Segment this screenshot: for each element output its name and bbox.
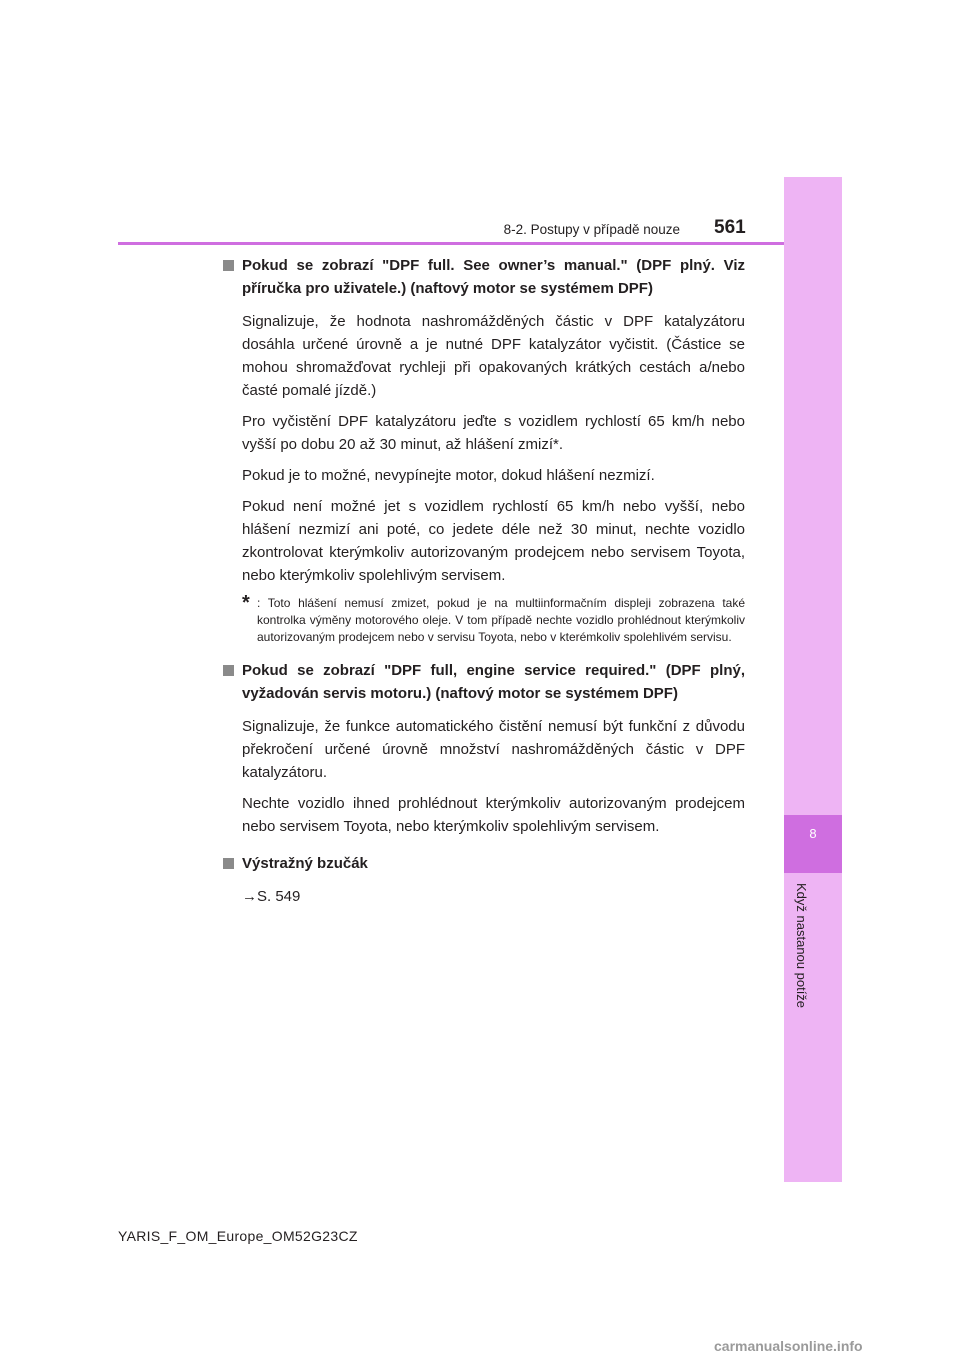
section-heading: [223, 659, 745, 705]
square-bullet-icon: [223, 260, 234, 271]
chapter-tab: [784, 815, 842, 873]
footnote: [242, 592, 745, 646]
section-heading: [223, 852, 745, 875]
paragraph: Pokud není možné jet s vozidlem rychlostí 65 km/h nebo vyšší, nebo hlášení nezmizí ani poté, co jedete déle než 30 minut, nechte vozidlo zkontrolovat kterýmkoliv autorizovaným prodejcem nebo servisem Toyota, nebo kterýmkoliv spolehlivým servisem.: [242, 498, 745, 584]
chapter-label: Když nastanou potíže: [794, 883, 809, 1009]
paragraph: Signalizuje, že hodnota nashromážděných částic v DPF katalyzátoru dosáhla určené úrovně a je nutné DPF katalyzátor vyčistit. (Částice se mohou shromažďovat rychleji při opakovaných krátkých cestách a/nebo časté pomalé jízdě.): [242, 313, 745, 399]
chapter-sidebar: [784, 177, 842, 1182]
page-number: 561: [714, 217, 746, 238]
footnote-marker: *: [242, 592, 250, 614]
chapter-number: 8: [809, 826, 817, 841]
heading-text: Výstražný bzučák: [242, 855, 368, 872]
paragraph: Pro vyčistění DPF katalyzátoru jeďte s vozidlem rychlostí 65 km/h nebo vyšší po dobu 20 až 30 minut, až hlášení zmizí*.: [242, 413, 745, 453]
heading-text: Pokud se zobrazí "DPF full. See owner’s manual." (DPF plný. Viz příručka pro uživatele.) (naftový motor se systémem DPF): [242, 257, 745, 297]
page-content: [223, 254, 745, 908]
header-rule: [118, 242, 784, 245]
paragraph: Signalizuje, že funkce automatického čistění nemusí být funkční z důvodu překročení určené úrovně množství nashromážděných částic v DPF katalyzátoru.: [242, 718, 745, 781]
square-bullet-icon: [223, 665, 234, 676]
page-reference-link[interactable]: →S. 549: [242, 888, 301, 905]
paragraph: Pokud je to možné, nevypínejte motor, dokud hlášení nezmizí.: [242, 467, 655, 484]
section-title: 8-2. Postupy v případě nouze: [503, 222, 680, 237]
heading-text: Pokud se zobrazí "DPF full, engine service required." (DPF plný, vyžadován servis motoru.) (naftový motor se systémem DPF): [242, 662, 745, 702]
section-heading: [223, 254, 745, 300]
paragraph: Nechte vozidlo ihned prohlédnout kterýmkoliv autorizovaným prodejcem nebo servisem Toyota, nebo kterýmkoliv spolehlivým servisem.: [242, 795, 745, 835]
document-code: YARIS_F_OM_Europe_OM52G23CZ: [118, 1228, 358, 1244]
watermark: carmanualsonline.info: [714, 1338, 863, 1354]
square-bullet-icon: [223, 858, 234, 869]
footnote-text: : Toto hlášení nemusí zmizet, pokud je na multiinformačním displeji zobrazena také kontrolka výměny motorového oleje. V tom případě nechte vozidlo prohlédnout kterýmkoliv autorizovaným prodejcem nebo v servisu Toyota, nebo v kterémkoliv spolehlivém servisu.: [257, 596, 745, 644]
